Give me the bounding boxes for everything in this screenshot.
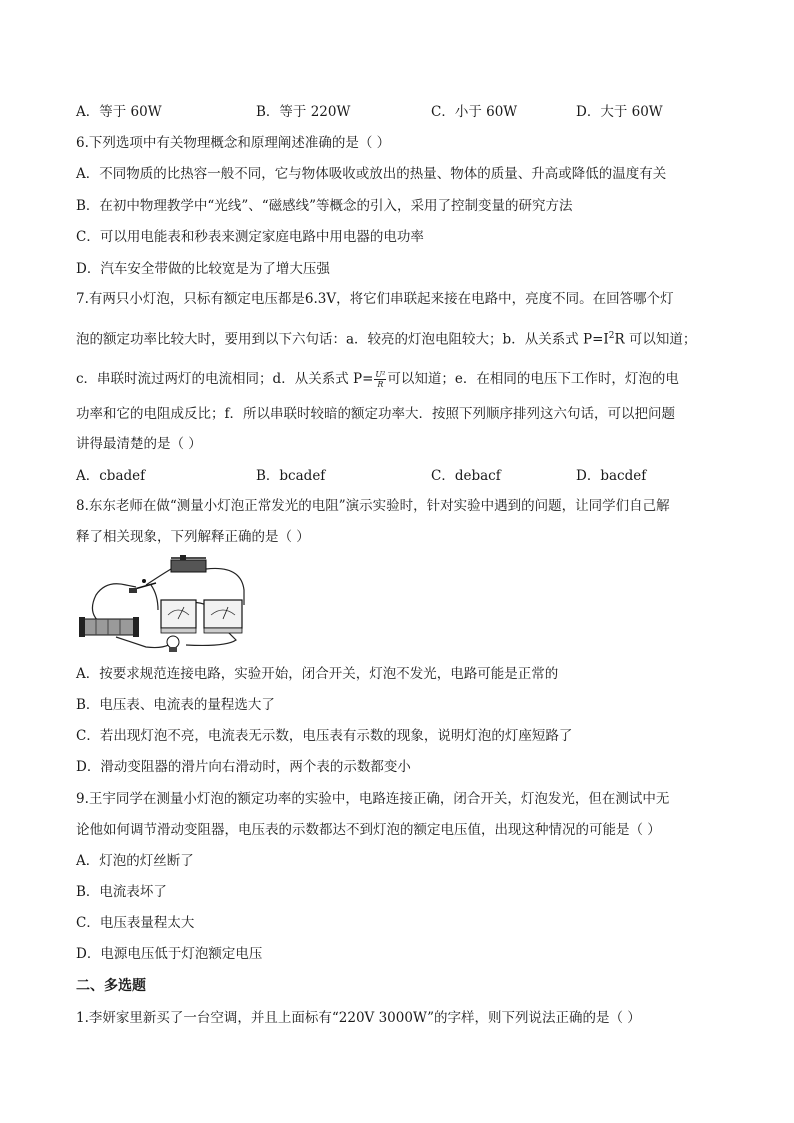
q7-line2-text: 泡的额定功率比较大时，要用到以下六句话：a．较亮的灯泡电阻较大；b．从关系式 P=I [76, 331, 609, 348]
q7-option-a[interactable]: A．cbadef [76, 468, 146, 484]
q9-option-d[interactable]: D．电源电压低于灯泡额定电压 [76, 946, 263, 962]
q7-formula-fraction [374, 370, 386, 389]
rheostat-top [171, 555, 206, 572]
q7-stem-line4: 功率和它的电阻成反比；f．所以串联时较暗的额定功率大．按照下列顺序排列这六句话，可以把问题 [76, 406, 675, 422]
q6-option-b[interactable]: B．在初中物理教学中“光线”、“磁感线”等概念的引入，采用了控制变量的研究方法 [76, 198, 573, 214]
q7-line3-text: c．串联时流过两灯的电流相同；d．从关系式 P= [76, 371, 374, 387]
q9-option-c[interactable]: C．电压表量程太大 [76, 915, 195, 931]
q7-stem-line5: 讲得最清楚的是（ ） [76, 436, 202, 452]
q5-option-d[interactable]: D．大于 60W [576, 104, 663, 120]
q6-option-a[interactable]: A．不同物质的比热容一般不同，它与物体吸收或放出的热量、物体的质量、升高或降低的温度有关 [76, 166, 667, 182]
q7-option-b[interactable]: B．bcadef [256, 468, 326, 484]
q9-option-a[interactable]: A．灯泡的灯丝断了 [76, 853, 194, 869]
q5-option-a[interactable]: A．等于 60W [76, 104, 162, 120]
q7-line2-rest: R 可以知道； [614, 331, 697, 348]
q8-stem-line1: 8.东东老师在做“测量小灯泡正常发光的电阻”演示实验时，针对实验中遇到的问题，让同学们自己解 [76, 498, 670, 514]
battery [79, 617, 139, 637]
q5-option-c[interactable]: C．小于 60W [431, 104, 518, 120]
q5-options [76, 103, 736, 121]
q7-fraction-numerator: U² [375, 370, 386, 379]
q8-option-c[interactable]: C．若出现灯泡不亮，电流表无示数，电压表有示数的现象，说明灯泡的灯座短路了 [76, 728, 573, 744]
section2-q1-stem: 1.李妍家里新买了一台空调，并且上面标有“220V 3000W”的字样，则下列说法正确的是（ ） [76, 1010, 641, 1026]
q7-option-c[interactable]: C．debacf [431, 468, 501, 484]
q7-line3-rest: 可以知道；e．在相同的电压下工作时，灯泡的电 [387, 371, 679, 387]
q9-option-b[interactable]: B．电流表坏了 [76, 884, 167, 900]
section-heading-multi-choice: 二、多选题 [76, 978, 146, 994]
q5-option-b[interactable]: B．等于 220W [256, 104, 351, 120]
bulb [167, 636, 179, 652]
circuit-diagram [76, 555, 256, 655]
q6-stem: 6.下列选项中有关物理概念和原理阐述准确的是（ ） [76, 135, 391, 151]
q7-fraction-denominator: R [377, 380, 384, 389]
q8-option-d[interactable]: D．滑动变阻器的滑片向右滑动时，两个表的示数都变小 [76, 759, 411, 775]
voltmeter [161, 600, 196, 633]
q7-stem-line3 [76, 370, 736, 389]
ammeter [204, 600, 242, 633]
q6-option-d[interactable]: D．汽车安全带做的比较宽是为了增大压强 [76, 261, 330, 277]
q7-stem-line1: 7.有两只小灯泡，只标有额定电压都是6.3V，将它们串联起来接在电路中，亮度不同。在回答哪个灯 [76, 291, 674, 307]
q6-option-c[interactable]: C．可以用电能表和秒表来测定家庭电路中用电器的电功率 [76, 229, 424, 245]
q7-option-d[interactable]: D．bacdef [576, 468, 647, 484]
q7-stem-line2 [76, 327, 736, 349]
q9-stem-line1: 9.王宇同学在测量小灯泡的额定功率的实验中，电路连接正确，闭合开关，灯泡发光，但在测试中无 [76, 791, 670, 807]
q7-options [76, 467, 736, 485]
q7-line2-exponent: 2 [608, 331, 615, 341]
q8-option-b[interactable]: B．电压表、电流表的量程选大了 [76, 697, 275, 713]
q9-stem-line2: 论他如何调节滑动变阻器，电压表的示数都达不到灯泡的额定电压值，出现这种情况的可能是（ ） [76, 822, 661, 838]
q8-option-a[interactable]: A．按要求规范连接电路，实验开始，闭合开关，灯泡不发光，电路可能是正常的 [76, 666, 559, 682]
q8-stem-line2: 释了相关现象，下列解释正确的是（ ） [76, 529, 310, 545]
